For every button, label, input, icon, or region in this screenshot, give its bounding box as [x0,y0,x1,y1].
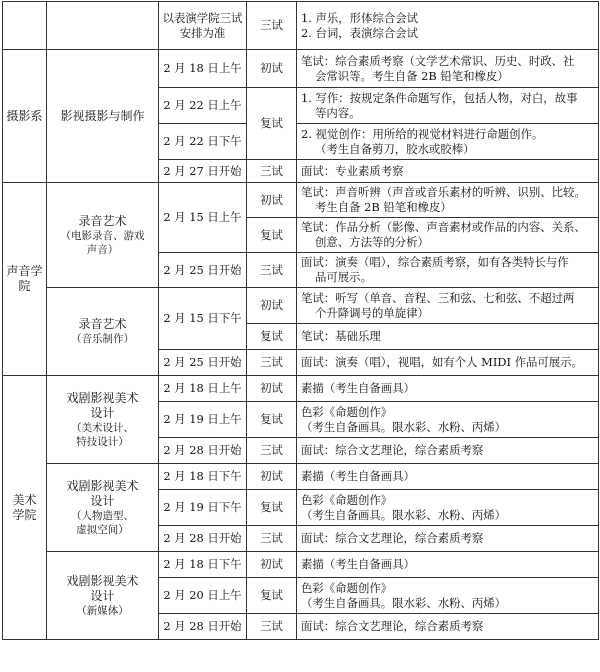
table-row [3,2,599,50]
round-cell: 复试 [247,490,297,526]
date-cell: 2 月 18 日上午 [159,50,247,88]
content-line: 色彩《命题创作》 [301,404,393,419]
content-line: 2. 台词，表演综合会试 [301,25,419,40]
major-subtitle: 声音） [86,243,119,256]
round-cell: 三试 [247,2,297,50]
content-line: 笔试：作品分析（影像、声音素材或作品的内容、关系、 [301,220,586,234]
content-cell: 笔试：基础乐理 [297,324,599,350]
major-cell [47,288,159,376]
content-cell [297,2,599,50]
content-line: 面试：演奏（唱），综合素质考察，如有各类特长与作 [301,255,569,269]
content-cell: 面试：专业素质考察 [297,160,599,183]
content-cell [297,183,599,218]
dept-cell [3,2,47,50]
date-cell: 2 月 22 日下午 [159,124,247,160]
date-cell: 2 月 22 日上午 [159,88,247,124]
major-cell [47,376,159,464]
round-cell: 初试 [247,464,297,490]
exam-schedule-table [2,1,599,640]
table-row [3,552,599,578]
major-subtitle: （美术设计、 [71,421,134,434]
content-cell [297,402,599,438]
content-cell [297,218,599,253]
round-cell: 初试 [247,288,297,324]
date-cell: 2 月 15 日下午 [159,288,247,350]
content-line: 创意、方法等的分析） [315,235,429,249]
date-cell: 2 月 15 日上午 [159,183,247,253]
round-cell: 复试 [247,402,297,438]
table-row [3,288,599,324]
major-subtitle: （音乐制作） [71,333,134,345]
date-cell: 2 月 19 日下午 [159,490,247,526]
content-line: 会常识等。考生自备 2B 铅笔和橡皮） [315,68,509,83]
table-row [3,376,599,402]
major-subtitle: 特技设计） [76,435,129,448]
content-cell [297,578,599,614]
content-line: 考生自备 2B 铅笔和橡皮） [315,200,452,214]
date-cell: 2 月 25 日开始 [159,253,247,288]
major-cell: 影视摄影与制作 [47,50,159,183]
content-cell: 面试：演奏（唱），视唱，如有个人 MIDI 作品可展示。 [297,350,599,376]
content-line: （考生自备画具。限水彩、水粉、丙烯） [301,507,507,522]
major-name: 录音艺术 [78,317,127,331]
round-cell: 初试 [247,376,297,402]
major-subtitle: （人物造型、 [71,509,134,522]
table-row [3,183,599,218]
content-line: 2. 视觉创作：用所给的视觉材料进行命题创作。 [301,126,544,141]
round-cell: 复试 [247,218,297,253]
major-subtitle: 虚拟空间） [76,523,129,536]
major-name: 设计 [90,493,115,508]
round-cell: 复试 [247,324,297,350]
major-cell [47,183,159,288]
round-cell: 初试 [247,183,297,218]
round-cell: 三试 [247,350,297,376]
content-line: 笔试：声音听辨（声音或音乐素材的听辨、识别、比较。 [301,185,586,199]
major-cell [47,552,159,640]
date-cell: 2 月 25 日开始 [159,350,247,376]
date-cell: 2 月 27 日开始 [159,160,247,183]
content-line: 个升降调号的单旋律） [315,305,429,320]
content-line: （考生自备画具。限水彩、水粉、丙烯） [301,595,507,610]
content-cell [297,88,599,124]
date-cell: 2 月 28 日开始 [159,438,247,464]
date-cell: 2 月 19 日上午 [159,402,247,438]
date-cell: 2 月 28 日开始 [159,614,247,640]
department-cell: 声音学院 [3,183,47,376]
content-line: 色彩《命题创作》 [301,492,393,507]
major-subtitle: （电影录音、游戏 [60,229,145,242]
content-cell [297,490,599,526]
content-line: 品可展示。 [315,270,372,284]
date-cell: 2 月 28 日开始 [159,526,247,552]
round-cell: 三试 [247,526,297,552]
content-cell: 素描（考生自备画具） [297,552,599,578]
round-cell: 三试 [247,614,297,640]
major-subtitle: （新媒体） [76,604,129,617]
round-cell: 三试 [247,253,297,288]
major-name: 戏剧影视美术 [66,573,139,588]
major-name: 录音艺术 [78,213,127,228]
content-cell [297,253,599,288]
department-name: 美术 [12,492,37,507]
round-cell: 初试 [247,50,297,88]
major-name: 设计 [90,405,115,420]
table-row [3,464,599,490]
round-cell: 复试 [247,578,297,614]
content-cell [297,50,599,88]
date-cell: 2 月 18 日下午 [159,464,247,490]
date-cell: 2 月 18 日上午 [159,376,247,402]
round-cell: 三试 [247,160,297,183]
content-cell: 面试：综合文艺理论，综合素质考察 [297,526,599,552]
content-line: 1. 写作：按规定条件命题写作，包括人物，对白，故事 [301,90,578,105]
major-cell [47,2,159,50]
content-line: （考生自备剪刀，胶水或胶棒） [315,141,475,156]
department-cell [3,376,47,640]
major-name: 设计 [90,588,115,603]
department-cell: 摄影系 [3,50,47,183]
round-cell: 复试 [247,88,297,160]
round-cell: 初试 [247,552,297,578]
content-line: 1. 声乐，形体综合会试 [301,10,419,25]
table-row [3,50,599,88]
content-cell [297,288,599,324]
major-cell [47,464,159,552]
content-cell [297,124,599,160]
content-cell: 面试：综合文艺理论，综合素质考察 [297,614,599,640]
content-line: 笔试：听写（单音、音程、三和弦、七和弦、不超过两 [301,290,575,305]
date-cell: 2 月 18 日下午 [159,552,247,578]
content-cell: 面试：综合文艺理论，综合素质考察 [297,438,599,464]
content-cell: 素描（考生自备画具） [297,464,599,490]
date-cell: 以表演学院三试安排为准 [159,2,247,50]
date-cell: 2 月 20 日上午 [159,578,247,614]
content-line: 色彩《命题创作》 [301,580,393,595]
round-cell: 三试 [247,438,297,464]
major-name: 戏剧影视美术 [66,390,139,405]
content-cell: 素描（考生自备画具） [297,376,599,402]
department-name: 学院 [12,507,37,522]
content-line: 等内容。 [315,105,361,120]
content-line: 笔试：综合素质考察（文学艺术常识、历史、时政、社 [301,53,575,68]
content-line: （考生自备画具。限水彩、水粉、丙烯） [301,419,507,434]
major-name: 戏剧影视美术 [66,478,139,493]
